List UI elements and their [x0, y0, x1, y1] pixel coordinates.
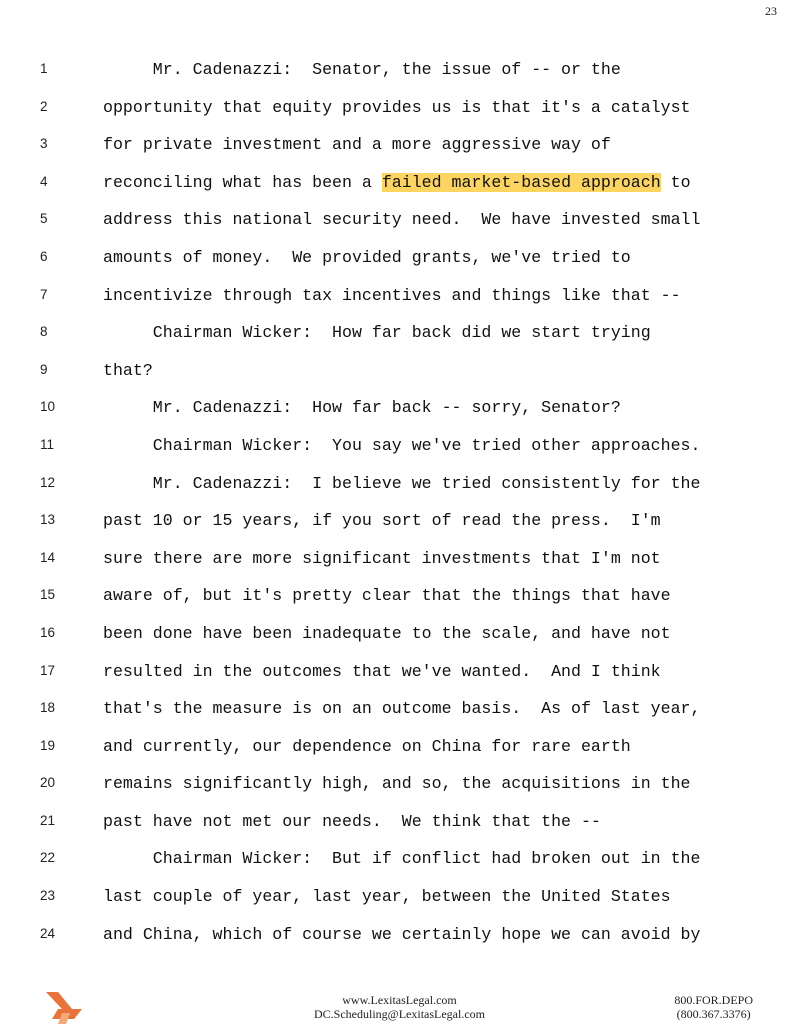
footer-phone-word: 800.FOR.DEPO: [674, 993, 753, 1007]
line-text: [103, 173, 691, 192]
line-text: [103, 699, 700, 718]
text-segment: Mr. Cadenazzi: I believe we tried consistently for the: [103, 473, 701, 493]
transcript-line: [0, 729, 799, 767]
footer-website: www.LexitasLegal.com: [342, 993, 457, 1007]
line-text: [103, 586, 671, 605]
line-number: 24: [40, 925, 56, 941]
line-text: [103, 812, 601, 831]
text-segment: to: [660, 172, 691, 192]
transcript-line: [0, 841, 799, 879]
line-text: [103, 887, 671, 906]
line-text: [103, 737, 631, 756]
footer-phone-number: (800.367.3376): [676, 1007, 751, 1021]
line-text: [103, 849, 700, 868]
transcript-line: [0, 879, 799, 917]
transcript-line: [0, 466, 799, 504]
line-text: [103, 624, 671, 643]
transcript-line: [0, 90, 799, 128]
highlighted-text: failed market-based approach: [381, 172, 661, 192]
line-number: 3: [40, 136, 48, 152]
line-number: 8: [40, 324, 48, 340]
line-number: 6: [40, 248, 48, 264]
transcript-line: [0, 541, 799, 579]
text-segment: for private investment and a more aggressive way of: [103, 135, 611, 155]
transcript-line: [0, 278, 799, 316]
transcript-line: [0, 804, 799, 842]
line-text: [103, 60, 621, 79]
transcript-line: [0, 917, 799, 955]
footer-phone: [674, 993, 753, 1021]
line-number: 14: [40, 549, 56, 565]
text-segment: sure there are more significant investments that I'm not: [103, 548, 661, 568]
line-number: 13: [40, 512, 56, 528]
transcript-line: [0, 127, 799, 165]
line-number: 20: [40, 775, 56, 791]
text-segment: resulted in the outcomes that we've wanted. And I think: [103, 661, 661, 681]
transcript-body: [0, 52, 799, 954]
line-number: 5: [40, 211, 48, 227]
line-number: 11: [40, 436, 55, 452]
line-text: [103, 436, 700, 455]
line-text: [103, 286, 681, 305]
line-text: [103, 398, 621, 417]
line-number: 10: [40, 399, 56, 415]
transcript-line: [0, 578, 799, 616]
transcript-line: [0, 766, 799, 804]
line-text: [103, 511, 661, 530]
text-segment: amounts of money. We provided grants, we've tried to: [103, 247, 631, 267]
text-segment: past 10 or 15 years, if you sort of read the press. I'm: [103, 511, 661, 531]
text-segment: and China, which of course we certainly hope we can avoid by: [103, 924, 701, 944]
line-number: 18: [40, 700, 56, 716]
line-number: 2: [40, 98, 48, 114]
text-segment: Mr. Cadenazzi: Senator, the issue of -- or the: [103, 60, 621, 79]
line-text: [103, 774, 691, 793]
line-text: [103, 549, 661, 568]
text-segment: that's the measure is on an outcome basis. As of last year,: [103, 699, 701, 719]
transcript-line: [0, 428, 799, 466]
transcript-line: [0, 315, 799, 353]
line-number: 22: [40, 850, 56, 866]
line-number: 7: [40, 286, 48, 302]
line-number: 12: [40, 474, 56, 490]
text-segment: Chairman Wicker: But if conflict had broken out in the: [103, 849, 701, 869]
transcript-line: [0, 691, 799, 729]
line-number: 9: [40, 361, 48, 377]
line-text: [103, 474, 700, 493]
text-segment: been done have been inadequate to the scale, and have not: [103, 623, 671, 643]
transcript-line: [0, 390, 799, 428]
transcript-line: [0, 654, 799, 692]
line-text: [103, 135, 611, 154]
text-segment: aware of, but it's pretty clear that the things that have: [103, 586, 671, 606]
transcript-line: [0, 240, 799, 278]
transcript-line: [0, 503, 799, 541]
line-number: 17: [40, 662, 56, 678]
text-segment: Chairman Wicker: How far back did we start trying: [103, 323, 651, 343]
text-segment: past have not met our needs. We think that the --: [103, 811, 601, 831]
footer-email: DC.Scheduling@LexitasLegal.com: [313, 1007, 485, 1021]
line-number: 15: [40, 587, 56, 603]
line-text: [103, 925, 700, 944]
text-segment: Chairman Wicker: You say we've tried other approaches.: [103, 435, 701, 455]
text-segment: opportunity that equity provides us is that it's a catalyst: [103, 97, 691, 117]
text-segment: remains significantly high, and so, the acquisitions in the: [103, 774, 691, 794]
text-segment: last couple of year, last year, between the United States: [103, 887, 671, 907]
transcript-line: [0, 353, 799, 391]
line-number: 1: [40, 61, 48, 76]
text-segment: incentivize through tax incentives and things like that --: [103, 285, 681, 305]
text-segment: address this national security need. We have invested small: [103, 210, 701, 230]
line-text: [103, 98, 691, 117]
text-segment: reconciling what has been a: [103, 172, 382, 192]
line-number: 23: [40, 888, 56, 904]
line-number: 19: [40, 737, 56, 753]
transcript-line: [0, 616, 799, 654]
line-number: 16: [40, 624, 56, 640]
line-text: [103, 361, 153, 380]
text-segment: that?: [103, 360, 153, 380]
text-segment: Mr. Cadenazzi: How far back -- sorry, Senator?: [103, 398, 621, 418]
line-text: [103, 210, 700, 229]
text-segment: and currently, our dependence on China for rare earth: [103, 736, 631, 756]
line-text: [103, 248, 631, 267]
transcript-line: [0, 52, 799, 90]
line-text: [103, 662, 661, 681]
transcript-line: [0, 202, 799, 240]
line-number: 4: [40, 173, 48, 189]
line-text: [103, 323, 651, 342]
line-number: 21: [40, 812, 56, 828]
transcript-line: [0, 165, 799, 203]
page-number: 23: [765, 4, 777, 18]
